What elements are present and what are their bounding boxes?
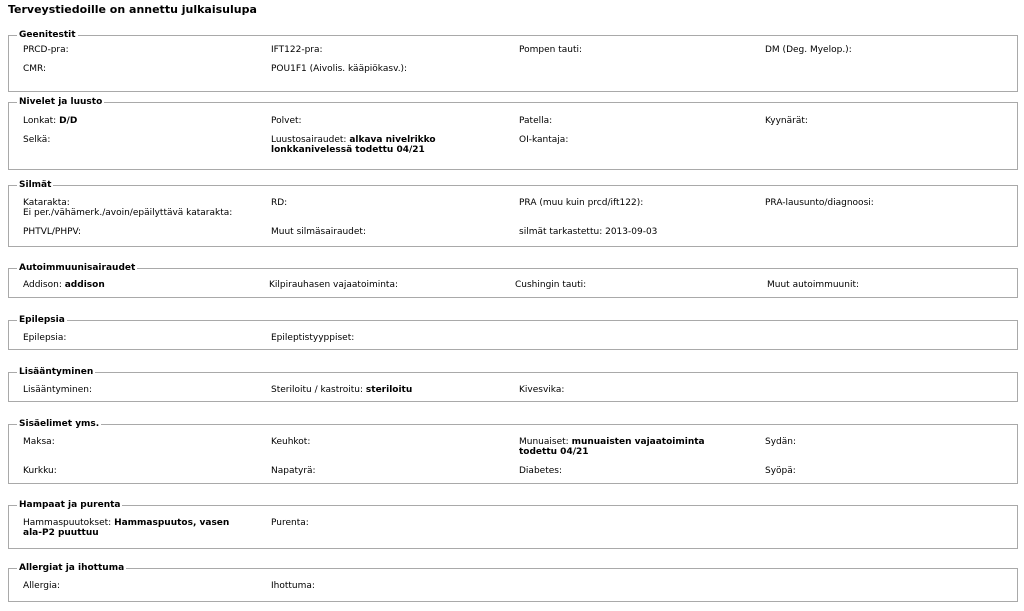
field-cushing	[515, 280, 586, 290]
field-label: Syöpä:	[765, 466, 796, 476]
field-pra	[519, 198, 643, 208]
field-value: 2013-09-03	[605, 227, 658, 237]
field-label: CMR:	[23, 64, 47, 74]
field-label: Pompen tauti:	[519, 45, 583, 55]
field-polvet	[271, 116, 302, 126]
section-geenitestit	[8, 30, 1018, 92]
field-label: OI-kantaja:	[519, 135, 569, 145]
field-ift122-pra	[271, 45, 323, 55]
section-epilepsia	[8, 315, 1018, 350]
field-label: Keuhkot:	[271, 437, 311, 447]
field-label: Maksa:	[23, 437, 55, 447]
page-title: Terveystiedoille on annettu julkaisulupa	[8, 3, 257, 16]
field-epilepsia	[23, 333, 66, 343]
field-sydan	[765, 437, 796, 447]
section-legend: Sisäelimet yms.	[19, 419, 100, 429]
field-syopa	[765, 466, 796, 476]
field-pou1f1	[271, 64, 407, 74]
section-legend: Epilepsia	[19, 315, 65, 325]
field-label: Selkä:	[23, 135, 51, 145]
field-allergia	[23, 581, 60, 591]
field-label: POU1F1 (Aivolis. kääpiökasv.):	[271, 64, 408, 74]
field-value: addison	[64, 280, 105, 290]
field-hammaspuutokset	[23, 518, 248, 538]
field-ihottuma	[271, 581, 315, 591]
field-label: Ihottuma:	[271, 581, 315, 591]
section-allergiat-ja-ihottuma	[8, 563, 1018, 602]
field-selka	[23, 135, 50, 145]
field-label: Kyynärät:	[765, 116, 808, 126]
field-label: PRA (muu kuin prcd/ift122):	[519, 198, 644, 208]
field-epileptistyyppiset	[271, 333, 354, 343]
field-label: Kurkku:	[23, 466, 57, 476]
field-value: munuaisten vajaatoiminta todettu 04/21	[519, 437, 705, 457]
field-addison	[23, 280, 105, 290]
section-nivelet-ja-luusto	[8, 97, 1018, 170]
field-label: Katarakta:	[23, 198, 70, 208]
field-katarakta	[23, 198, 70, 208]
field-label: Lonkat:	[23, 116, 57, 126]
field-label: PHTVL/PHPV:	[23, 227, 81, 237]
section-legend: Hampaat ja purenta	[19, 500, 121, 510]
field-prcd-pra	[23, 45, 69, 55]
field-diabetes	[519, 466, 562, 476]
section-legend: Nivelet ja luusto	[19, 97, 103, 107]
field-purenta	[271, 518, 309, 528]
field-label: Ei per./vähämerk./avoin/epäilyttävä katarakta:	[23, 208, 233, 218]
field-label: Cushingin tauti:	[515, 280, 587, 290]
field-label: Lisääntyminen:	[23, 385, 93, 395]
field-label: PRA-lausunto/diagnoosi:	[765, 198, 874, 208]
field-label: Allergia:	[23, 581, 60, 591]
field-muut-autoimmuunit	[767, 280, 859, 290]
field-pra-lausunto	[765, 198, 874, 208]
field-label: silmät tarkastettu:	[519, 227, 603, 237]
field-label: RD:	[271, 198, 288, 208]
field-label: Purenta:	[271, 518, 309, 528]
section-legend: Geenitestit	[19, 30, 76, 40]
field-munuaiset	[519, 437, 744, 457]
field-label: Addison:	[23, 280, 62, 290]
field-maksa	[23, 437, 55, 447]
section-hampaat-ja-purenta	[8, 500, 1018, 549]
section-legend: Allergiat ja ihottuma	[19, 563, 125, 573]
field-kyynarat	[765, 116, 808, 126]
field-label: Kilpirauhasen vajaatoiminta:	[269, 280, 399, 290]
field-value: Hammaspuutos, vasen ala-P2 puuttuu	[23, 518, 230, 538]
field-keuhkot	[271, 437, 310, 447]
field-label: Polvet:	[271, 116, 302, 126]
field-lisaantyminen	[23, 385, 92, 395]
section-autoimmuunisairaudet	[8, 263, 1018, 298]
section-sisaelimet	[8, 419, 1018, 484]
field-steriloitu	[271, 385, 412, 395]
field-dm	[765, 45, 852, 55]
field-rd	[271, 198, 287, 208]
field-value: alkava nivelrikko lonkkanivelessä todettu 04/21	[271, 135, 436, 155]
field-phtvl-phpv	[23, 227, 81, 237]
field-value: steriloitu	[365, 385, 413, 395]
field-label: Patella:	[519, 116, 553, 126]
field-silmat-tarkastettu	[519, 227, 657, 237]
section-silmat	[8, 180, 1018, 247]
field-lonkat	[23, 116, 77, 126]
field-label: Sydän:	[765, 437, 797, 447]
field-label: IFT122-pra:	[271, 45, 323, 55]
field-patella	[519, 116, 552, 126]
field-muut-silmasairaudet	[271, 227, 366, 237]
field-label: Steriloitu / kastroitu:	[271, 385, 364, 395]
section-legend: Lisääntyminen	[19, 367, 94, 377]
field-label: Hammaspuutokset:	[23, 518, 112, 528]
section-lisaantyminen	[8, 367, 1018, 402]
field-label: Muut autoimmuunit:	[767, 280, 860, 290]
field-pompen-tauti	[519, 45, 582, 55]
field-kurkku	[23, 466, 57, 476]
field-label: Epileptistyyppiset:	[271, 333, 355, 343]
field-label: PRCD-pra:	[23, 45, 69, 55]
field-label: Muut silmäsairaudet:	[271, 227, 366, 237]
section-legend: Silmät	[19, 180, 52, 190]
field-label: Munuaiset:	[519, 437, 569, 447]
field-label: Diabetes:	[519, 466, 562, 476]
field-cmr	[23, 64, 46, 74]
field-napatyra	[271, 466, 316, 476]
field-label: Luustosairaudet:	[271, 135, 347, 145]
section-legend: Autoimmuunisairaudet	[19, 263, 136, 273]
field-oi-kantaja	[519, 135, 568, 145]
field-label: Epilepsia:	[23, 333, 67, 343]
field-katarakta-epaily	[23, 208, 232, 218]
field-label: Kivesvika:	[519, 385, 565, 395]
field-kilpirauhanen	[269, 280, 398, 290]
field-value: D/D	[59, 116, 78, 126]
field-kivesvika	[519, 385, 564, 395]
field-label: Napatyrä:	[271, 466, 316, 476]
field-luustosairaudet	[271, 135, 486, 155]
field-label: DM (Deg. Myelop.):	[765, 45, 852, 55]
